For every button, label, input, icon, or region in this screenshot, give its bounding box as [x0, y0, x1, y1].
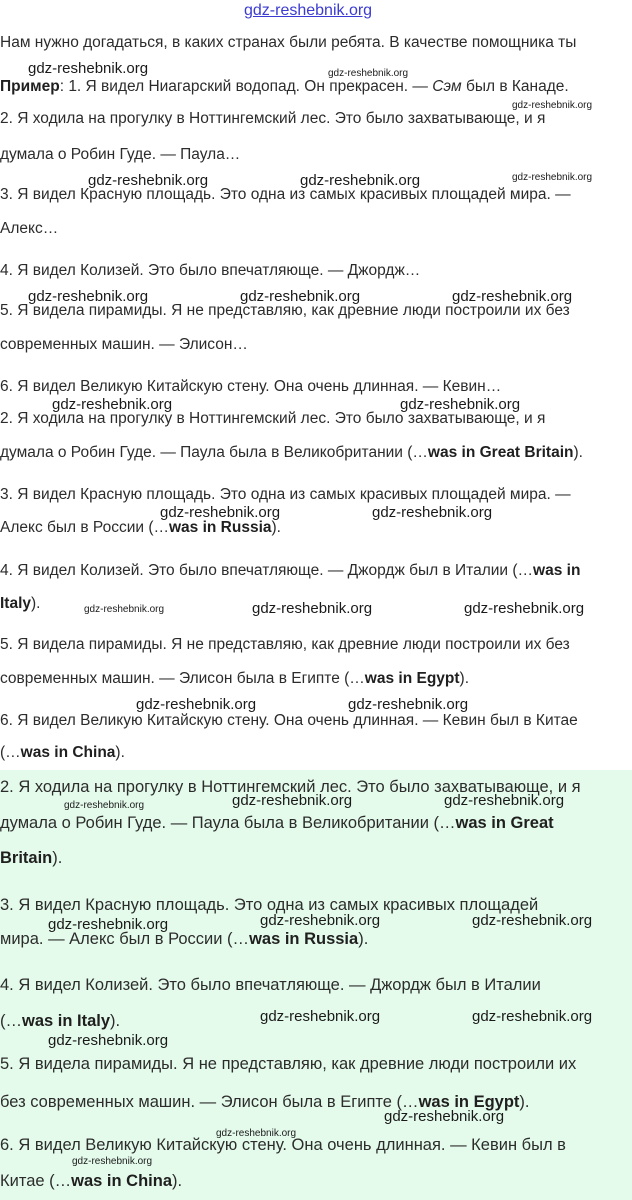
watermark: gdz-reshebnik.org: [216, 1128, 297, 1139]
watermark: gdz-reshebnik.org: [232, 792, 353, 809]
final-4-line1: 4. Я видел Колизей. Это было впечатляюще. — Джордж был в Италии: [0, 976, 541, 994]
answer-6-line1: 6. Я видел Великую Китайскую стену. Она очень длинная. — Кевин был в Китае: [0, 712, 578, 729]
answer-2-line1: 2. Я ходила на прогулку в Ноттингемский лес. Это было захватывающе, и я: [0, 410, 546, 427]
intro-text: Нам нужно догадаться, в каких странах были ребята. В качестве помощника ты: [0, 34, 577, 51]
answer-5-bold: was in Egypt: [364, 670, 460, 687]
example-text: : 1. Я видел Ниагарский водопад. Он прекрасен. —: [59, 78, 433, 95]
final-6-line2: [0, 1172, 182, 1191]
final-3-line1: 3. Я видел Красную площадь. Это одна из самых красивых площадей: [0, 896, 539, 914]
final-2-bold: was in Great: [455, 814, 554, 832]
final-3-text: мира. — Алекс был в России (…: [0, 930, 250, 948]
final-5-bold: was in Egypt: [418, 1093, 520, 1111]
answer-3-line1: 3. Я видел Красную площадь. Это одна из самых красивых площадей мира. —: [0, 486, 571, 503]
example-line: [0, 78, 569, 96]
final-6-text: Китае (…: [0, 1172, 72, 1190]
question-5-line1: 5. Я видела пирамиды. Я не представляю, как древние люди построили их без: [0, 302, 570, 319]
final-2-line3: [0, 849, 62, 868]
question-6: 6. Я видел Великую Китайскую стену. Она очень длинная. — Кевин…: [0, 378, 502, 395]
watermark: gdz-reshebnik.org: [452, 288, 573, 305]
answer-6-end: ).: [115, 744, 125, 761]
answer-4-line2: [0, 595, 40, 613]
watermark: gdz-reshebnik.org: [84, 604, 165, 615]
watermark: gdz-reshebnik.org: [384, 1108, 505, 1125]
final-3-end: ).: [358, 930, 369, 948]
answer-6-line2: [0, 744, 125, 762]
watermark: gdz-reshebnik.org: [260, 912, 381, 929]
answer-3-text: Алекс был в России (…: [0, 519, 169, 536]
watermark: gdz-reshebnik.org: [472, 1008, 593, 1025]
answer-2-text: думала о Робин Гуде. — Паула была в Великобритании (…: [0, 444, 428, 461]
answer-5-text: современных машин. — Элисон была в Египте (…: [0, 670, 365, 687]
watermark: gdz-reshebnik.org: [512, 172, 593, 183]
watermark: gdz-reshebnik.org: [28, 288, 149, 305]
question-4: 4. Я видел Колизей. Это было впечатляюще. — Джордж…: [0, 262, 421, 279]
answer-4-line1: [0, 562, 580, 580]
site-link[interactable]: gdz-reshebnik.org: [244, 2, 373, 19]
watermark: gdz-reshebnik.org: [328, 68, 409, 79]
watermark: gdz-reshebnik.org: [88, 172, 209, 189]
final-2-bold-2: Britain: [0, 849, 53, 867]
question-5-line2: современных машин. — Элисон…: [0, 336, 248, 353]
final-2-end: ).: [52, 849, 63, 867]
answer-2-line2: [0, 444, 583, 462]
example-label: Пример: [0, 78, 60, 95]
final-4-bold: was in Italy: [22, 1012, 111, 1030]
watermark: gdz-reshebnik.org: [372, 504, 493, 521]
final-3-bold: was in Russia: [249, 930, 359, 948]
final-2-line2: [0, 814, 554, 833]
final-4-line2: [0, 1012, 120, 1031]
watermark: gdz-reshebnik.org: [252, 600, 373, 617]
watermark: gdz-reshebnik.org: [160, 504, 281, 521]
answer-3-line2: [0, 519, 281, 537]
watermark: gdz-reshebnik.org: [400, 396, 521, 413]
final-5-text: без современных машин. — Элисон была в Египте (…: [0, 1093, 419, 1111]
answer-2-end: ).: [573, 444, 583, 461]
answer-4-text: 4. Я видел Колизей. Это было впечатляюще. — Джордж был в Италии (…: [0, 562, 534, 579]
watermark: gdz-reshebnik.org: [464, 600, 585, 617]
final-4-end: ).: [110, 1012, 121, 1030]
answer-panel: [0, 770, 632, 1200]
answer-6-bold: was in China: [20, 744, 116, 761]
watermark: gdz-reshebnik.org: [72, 1156, 153, 1167]
answer-5-end: ).: [459, 670, 470, 687]
question-3-line1: 3. Я видел Красную площадь. Это одна из самых красивых площадей мира. —: [0, 186, 571, 203]
answer-4-bold: was in: [533, 562, 581, 579]
final-2-line1: 2. Я ходила на прогулку в Ноттингемский лес. Это было захватывающе, и я: [0, 778, 581, 796]
question-3-line2: Алекс…: [0, 220, 59, 237]
answer-4-bold-2: Italy: [0, 595, 32, 612]
watermark: gdz-reshebnik.org: [136, 696, 257, 713]
watermark: gdz-reshebnik.org: [348, 696, 469, 713]
example-name: Сэм: [432, 78, 462, 95]
final-6-line1: 6. Я видел Великую Китайскую стену. Она очень длинная. — Кевин был в: [0, 1136, 566, 1154]
watermark: gdz-reshebnik.org: [260, 1008, 381, 1025]
watermark: gdz-reshebnik.org: [240, 288, 361, 305]
answer-3-end: ).: [271, 519, 281, 536]
question-2-line1: 2. Я ходила на прогулку в Ноттингемский лес. Это было захватывающе, и я: [0, 110, 546, 127]
watermark: gdz-reshebnik.org: [444, 792, 565, 809]
watermark: gdz-reshebnik.org: [64, 800, 145, 811]
watermark: gdz-reshebnik.org: [472, 912, 593, 929]
watermark: gdz-reshebnik.org: [28, 60, 149, 77]
final-5-line1: 5. Я видела пирамиды. Я не представляю, как древние люди построили их: [0, 1055, 577, 1073]
final-5-end: ).: [519, 1093, 530, 1111]
final-6-bold: was in China: [71, 1172, 172, 1190]
answer-2-bold: was in Great Britain: [427, 444, 574, 461]
answer-5-line2: [0, 670, 469, 688]
watermark: gdz-reshebnik.org: [48, 916, 169, 933]
watermark: gdz-reshebnik.org: [52, 396, 173, 413]
watermark: gdz-reshebnik.org: [300, 172, 421, 189]
final-2-text: думала о Робин Гуде. — Паула была в Великобритании (…: [0, 814, 456, 832]
final-4-text: (…: [0, 1012, 22, 1030]
question-2-line2: думала о Робин Гуде. — Паула…: [0, 146, 241, 163]
answer-3-bold: was in Russia: [169, 519, 272, 536]
answer-4-end: ).: [31, 595, 41, 612]
answer-5-line1: 5. Я видела пирамиды. Я не представляю, как древние люди построили их без: [0, 636, 570, 653]
watermark: gdz-reshebnik.org: [48, 1032, 169, 1049]
watermark: gdz-reshebnik.org: [512, 100, 593, 111]
example-text-end: был в Канаде.: [461, 78, 569, 95]
answer-6-text: (…: [0, 744, 21, 761]
final-6-end: ).: [172, 1172, 183, 1190]
